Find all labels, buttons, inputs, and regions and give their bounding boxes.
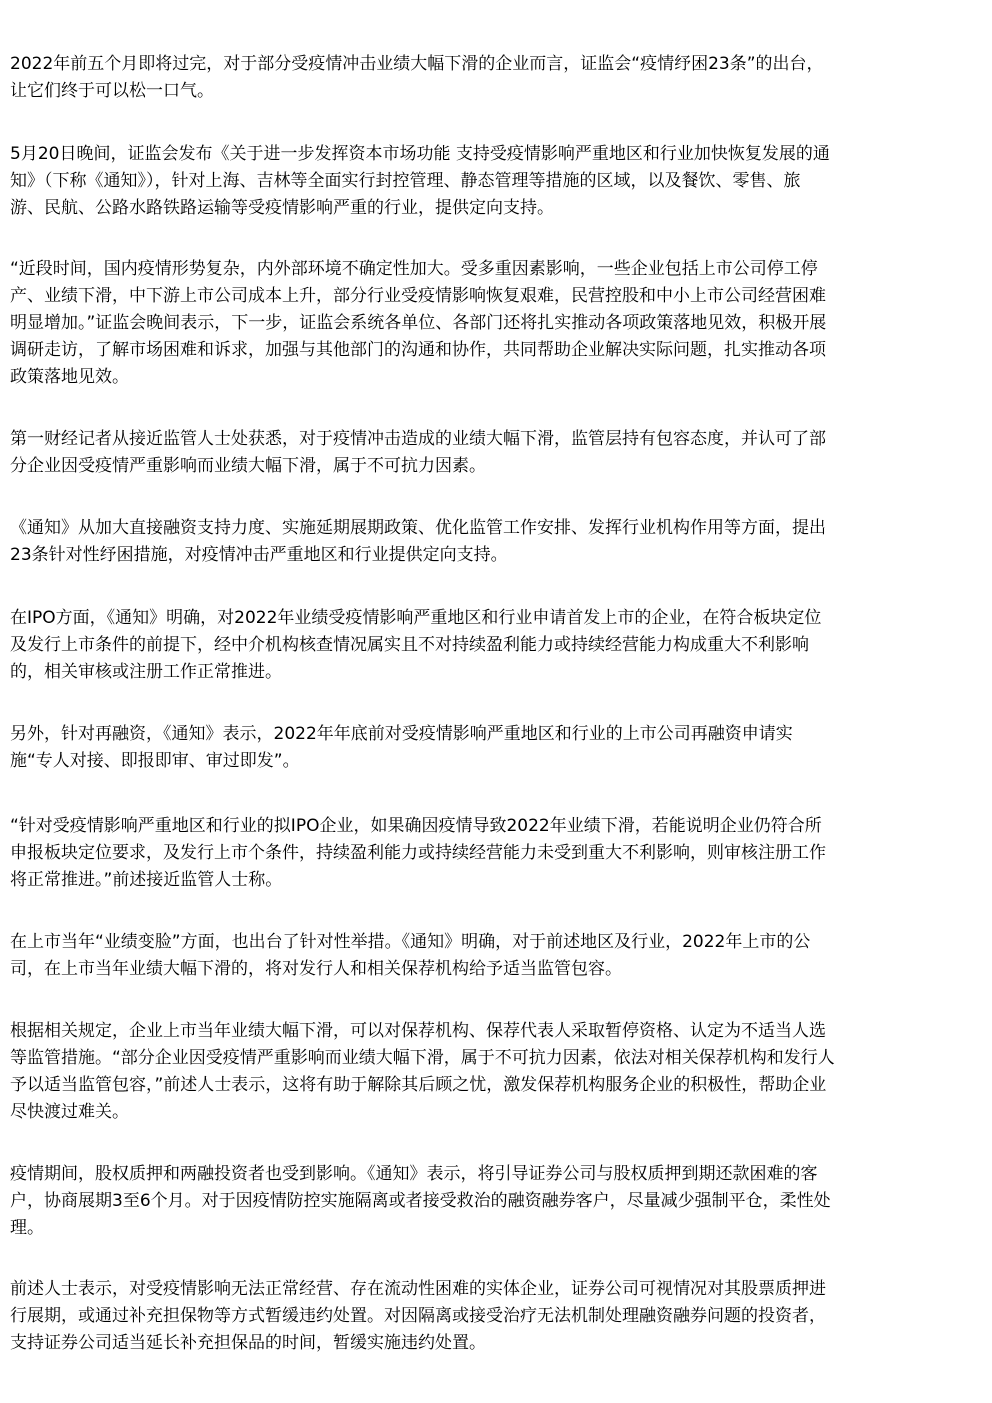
paragraph-line: 理。 xyxy=(10,1218,44,1238)
paragraph-line: 分企业因受疫情严重影响而业绩大幅下滑，属于不可抗力因素。 xyxy=(10,456,486,476)
paragraph-11 xyxy=(10,1161,831,1242)
paragraph-10 xyxy=(10,1018,835,1126)
paragraph-3 xyxy=(10,256,826,391)
paragraph-5 xyxy=(10,515,826,569)
paragraph-line: 司，在上市当年业绩大幅下滑的，将对发行人和相关保荐机构给予适当监管包容。 xyxy=(10,959,622,979)
paragraph-line: 第一财经记者从接近监管人士处获悉，对于疫情冲击造成的业绩大幅下滑，监管层持有包容态度，并认可了部 xyxy=(10,429,826,449)
paragraph-line: 另外，针对再融资，《通知》表示，2022年年底前对受疫情影响严重地区和行业的上市公司再融资申请实 xyxy=(10,724,793,744)
paragraph-line: 前述人士表示，对受疫情影响无法正常经营、存在流动性困难的实体企业，证券公司可视情况对其股票质押进 xyxy=(10,1279,826,1299)
paragraph-line: “针对受疫情影响严重地区和行业的拟IPO企业，如果确因疫情导致2022年业绩下滑，若能说明企业仍符合所 xyxy=(10,816,822,836)
paragraph-8 xyxy=(10,813,826,894)
paragraph-line: 调研走访，了解市场困难和诉求，加强与其他部门的沟通和协作，共同帮助企业解决实际问题，扎实推动各项 xyxy=(10,340,826,360)
paragraph-line: 施“专人对接、即报即审、审过即发”。 xyxy=(10,751,300,771)
paragraph-line: 让它们终于可以松一口气。 xyxy=(10,81,214,101)
paragraph-1 xyxy=(10,51,824,105)
paragraph-line: 《通知》从加大直接融资支持力度、实施延期展期政策、优化监管工作安排、发挥行业机构作用等方面，提出 xyxy=(10,518,826,538)
paragraph-line: “近段时间，国内疫情形势复杂，内外部环境不确定性加大。受多重因素影响，一些企业包括上市公司停工停 xyxy=(10,259,818,279)
paragraph-line: 支持证券公司适当延长补充担保品的时间，暂缓实施违约处置。 xyxy=(10,1333,486,1353)
paragraph-line: 在IPO方面，《通知》明确，对2022年业绩受疫情影响严重地区和行业申请首发上市的企业，在符合板块定位 xyxy=(10,608,822,628)
paragraph-line: 尽快渡过难关。 xyxy=(10,1102,129,1122)
paragraph-line: 产、业绩下滑，中下游上市公司成本上升，部分行业受疫情影响恢复艰难，民营控股和中小上市公司经营困难 xyxy=(10,286,826,306)
paragraph-line: 户，协商展期3至6个月。对于因疫情防控实施隔离或者接受救治的融资融券客户，尽量减少强制平仓，柔性处 xyxy=(10,1191,831,1211)
paragraph-line: 在上市当年“业绩变脸”方面，也出台了针对性举措。《通知》明确，对于前述地区及行业，2022年上市的公 xyxy=(10,932,811,952)
paragraph-line: 及发行上市条件的前提下，经中介机构核查情况属实且不对持续盈利能力或持续经营能力构成重大不利影响 xyxy=(10,635,809,655)
paragraph-4 xyxy=(10,426,826,480)
paragraph-line: 5月20日晚间，证监会发布《关于进一步发挥资本市场功能 支持受疫情影响严重地区和行业加快恢复发展的通 xyxy=(10,144,830,164)
paragraph-line: 申报板块定位要求，及发行上市个条件，持续盈利能力或持续经营能力未受到重大不利影响，则审核注册工作 xyxy=(10,843,826,863)
paragraph-line: 23条针对性纾困措施，对疫情冲击严重地区和行业提供定向支持。 xyxy=(10,545,508,565)
paragraph-line: 将正常推进。”前述接近监管人士称。 xyxy=(10,870,283,890)
paragraph-line: 行展期，或通过补充担保物等方式暂缓违约处置。对因隔离或接受治疗无法机制处理融资融券问题的投资者， xyxy=(10,1306,826,1326)
paragraph-line: 2022年前五个月即将过完，对于部分受疫情冲击业绩大幅下滑的企业而言，证监会“疫情纾困23条”的出台， xyxy=(10,54,824,74)
paragraph-line: 予以适当监管包容，”前述人士表示，这将有助于解除其后顾之忧，激发保荐机构服务企业的积极性，帮助企业 xyxy=(10,1075,827,1095)
paragraph-line: 的，相关审核或注册工作正常推进。 xyxy=(10,662,282,682)
paragraph-line: 根据相关规定，企业上市当年业绩大幅下滑，可以对保荐机构、保荐代表人采取暂停资格、认定为不适当人选 xyxy=(10,1021,826,1041)
paragraph-2 xyxy=(10,141,830,222)
paragraph-9 xyxy=(10,929,810,983)
paragraph-line: 游、民航、公路水路铁路运输等受疫情影响严重的行业，提供定向支持。 xyxy=(10,198,554,218)
paragraph-7 xyxy=(10,721,793,775)
paragraph-line: 政策落地见效。 xyxy=(10,367,129,387)
paragraph-line: 知》（下称《通知》），针对上海、吉林等全面实行封控管理、静态管理等措施的区域，以及餐饮、零售、旅 xyxy=(10,171,801,191)
paragraph-line: 疫情期间，股权质押和两融投资者也受到影响。《通知》表示，将引导证券公司与股权质押到期还款困难的客 xyxy=(10,1164,818,1184)
paragraph-line: 等监管措施。“部分企业因受疫情严重影响而业绩大幅下滑，属于不可抗力因素，依法对相关保荐机构和发行人 xyxy=(10,1048,835,1068)
paragraph-line: 明显增加。”证监会晚间表示，下一步，证监会系统各单位、各部门还将扎实推动各项政策落地见效，积极开展 xyxy=(10,313,827,333)
paragraph-6 xyxy=(10,605,821,686)
paragraph-12 xyxy=(10,1276,826,1357)
